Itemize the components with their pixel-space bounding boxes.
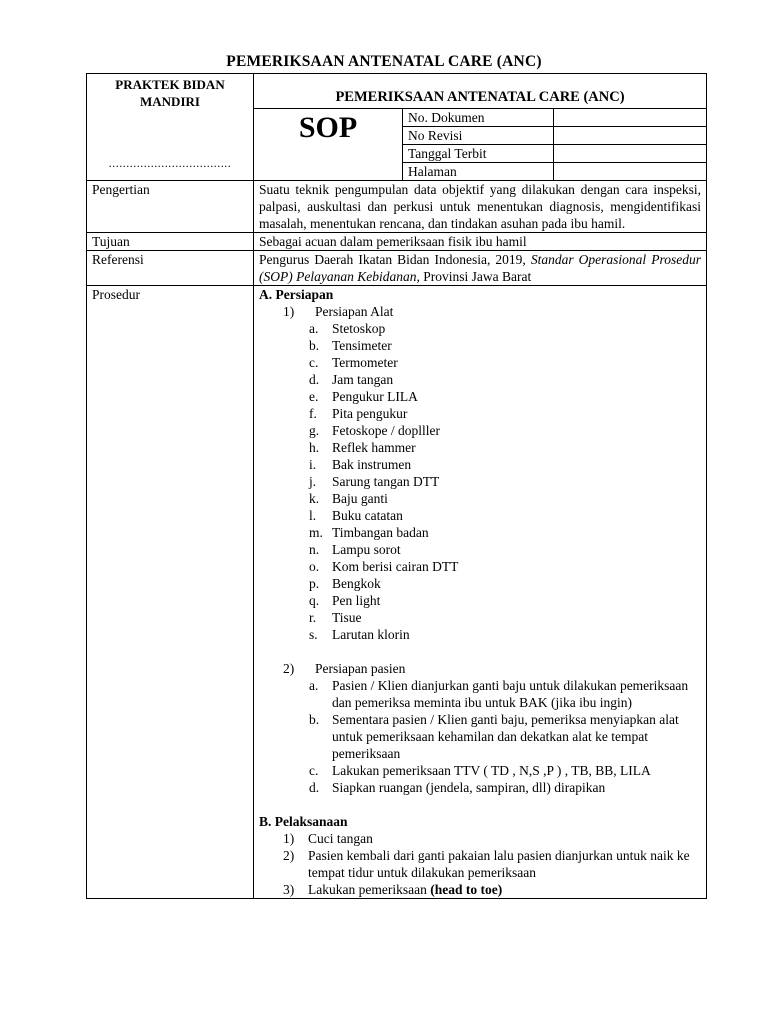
list-marker: q.	[309, 593, 320, 608]
list-text: Pen light	[332, 593, 381, 608]
list-marker: o.	[309, 559, 320, 574]
meta-halaman-value	[554, 163, 707, 181]
list-item	[259, 558, 701, 575]
praktek-label: PRAKTEK BIDAN MANDIRI	[115, 77, 225, 109]
list-text: Termometer	[332, 355, 398, 370]
list-item	[259, 575, 701, 592]
list-item	[259, 830, 701, 847]
list-text: Siapkan ruangan (jendela, sampiran, dll) dirapikan	[332, 780, 606, 795]
document-title: PEMERIKSAAN ANTENATAL CARE (ANC)	[226, 53, 542, 70]
referensi-text	[254, 251, 707, 286]
list-marker: 2)	[283, 848, 295, 863]
meta-tanggal-terbit-value	[554, 145, 707, 163]
section-persiapan: A. Persiapan	[259, 287, 334, 302]
list-item	[259, 592, 701, 609]
list-number: 2)	[283, 661, 295, 676]
list-item	[259, 371, 701, 388]
list-title: Persiapan Alat	[315, 304, 394, 319]
praktek-cell	[87, 74, 254, 181]
referensi-author: Pengurus Daerah Ikatan Bidan Indonesia, 2019,	[259, 252, 531, 267]
tujuan-text: Sebagai acuan dalam pemeriksaan fisik ibu hamil	[254, 233, 707, 251]
list-number: 3)	[283, 882, 295, 897]
list-text: Buku catatan	[332, 508, 403, 523]
persiapan-pasien-heading	[259, 660, 701, 677]
list-text: Jam tangan	[332, 372, 394, 387]
list-marker: j.	[309, 474, 317, 489]
list-text: Pengukur LILA	[332, 389, 418, 404]
list-item	[259, 626, 701, 643]
section-pelaksanaan: B. Pelaksanaan	[259, 814, 348, 829]
list-marker: m.	[309, 525, 323, 540]
list-text: Bengkok	[332, 576, 381, 591]
list-text: Reflek hammer	[332, 440, 416, 455]
referensi-place: Provinsi Jawa Barat	[419, 269, 532, 284]
pengertian-label: Pengertian	[87, 181, 254, 233]
pasien-list	[259, 677, 701, 796]
persiapan-alat-heading	[259, 303, 701, 320]
list-marker: a.	[309, 678, 319, 693]
praktek-dots: ...................................	[108, 156, 232, 170]
pengertian-text: Suatu teknik pengumpulan data objektif yang dilakukan dengan cara inspeksi, palpasi, auskultasi dan perkusi untuk menentukan diagnosis, mengidentifikasi masalah, menentukan rencana, dan tindakan asuhan pada ibu hamil.	[254, 181, 707, 233]
list-marker: c.	[309, 763, 319, 778]
list-item	[259, 439, 701, 456]
meta-no-dokumen: No. Dokumen	[403, 109, 554, 127]
list-item	[259, 405, 701, 422]
list-title: Persiapan pasien	[315, 661, 406, 676]
list-marker: s.	[309, 627, 318, 642]
meta-no-dokumen-value	[554, 109, 707, 127]
prosedur-label: Prosedur	[87, 286, 254, 899]
meta-no-revisi-value	[554, 127, 707, 145]
list-marker: r.	[309, 610, 317, 625]
list-marker: e.	[309, 389, 319, 404]
list-marker: l.	[309, 508, 317, 523]
referensi-book-title: Standar Operasional Prosedur (SOP) Pelayanan Kebidanan,	[259, 252, 701, 284]
list-number: 1)	[283, 304, 295, 319]
list-text: Timbangan badan	[332, 525, 429, 540]
meta-no-revisi: No Revisi	[403, 127, 554, 145]
list-text: Cuci tangan	[308, 831, 373, 846]
list-item	[259, 337, 701, 354]
list-text	[308, 881, 701, 898]
list-item	[259, 490, 701, 507]
list-item	[259, 541, 701, 558]
list-marker: c.	[309, 355, 319, 370]
list-text: Stetoskop	[332, 321, 386, 336]
list-item	[259, 711, 701, 762]
step3-text: Lakukan pemeriksaan	[308, 882, 431, 897]
list-text: Pasien kembali dari ganti pakaian lalu pasien dianjurkan untuk naik ke tempat tidur untuk dilakukan pemeriksaan	[308, 848, 690, 880]
list-marker: d.	[309, 780, 320, 795]
sop-table	[86, 73, 707, 899]
list-item	[259, 524, 701, 541]
list-item	[259, 422, 701, 439]
list-item	[259, 456, 701, 473]
list-text: Pasien / Klien dianjurkan ganti baju untuk dilakukan pemeriksaan dan pemeriksa meminta ibu untuk BAK (jika ibu ingin)	[332, 678, 689, 710]
list-marker: b.	[309, 712, 320, 727]
list-marker: a.	[309, 321, 319, 336]
meta-tanggal-terbit: Tanggal Terbit	[403, 145, 554, 163]
pelaksanaan-list	[259, 830, 701, 881]
alat-list	[259, 320, 701, 643]
tujuan-label: Tujuan	[87, 233, 254, 251]
list-marker: g.	[309, 423, 320, 438]
list-text: Sarung tangan DTT	[332, 474, 440, 489]
referensi-label: Referensi	[87, 251, 254, 286]
header-title: PEMERIKSAAN ANTENATAL CARE (ANC)	[254, 74, 707, 109]
list-item	[259, 320, 701, 337]
list-text: Larutan klorin	[332, 627, 410, 642]
list-marker: 1)	[283, 831, 295, 846]
list-item	[259, 677, 701, 711]
list-marker: d.	[309, 372, 320, 387]
list-item	[259, 507, 701, 524]
list-item	[259, 881, 701, 898]
meta-halaman: Halaman	[403, 163, 554, 181]
list-marker: p.	[309, 576, 320, 591]
list-item	[259, 609, 701, 626]
prosedur-content	[254, 286, 707, 899]
list-marker: h.	[309, 440, 320, 455]
list-marker: k.	[309, 491, 320, 506]
list-marker: f.	[309, 406, 317, 421]
list-text: Kom berisi cairan DTT	[332, 559, 459, 574]
sop-label: SOP	[254, 109, 403, 181]
list-item	[259, 354, 701, 371]
list-text: Lampu sorot	[332, 542, 401, 557]
list-marker: n.	[309, 542, 320, 557]
list-text: Lakukan pemeriksaan TTV ( TD , N,S ,P ) , TB, BB, LILA	[332, 763, 651, 778]
list-item	[259, 388, 701, 405]
step3-bold: (head to toe)	[430, 882, 503, 897]
list-text: Bak instrumen	[332, 457, 412, 472]
list-text: Sementara pasien / Klien ganti baju, pemeriksa menyiapkan alat untuk pemeriksaan kehamilan dan dekatkan alat ke tempat pemeriksaan	[332, 712, 679, 761]
list-text: Baju ganti	[332, 491, 388, 506]
list-item	[259, 473, 701, 490]
list-text: Pita pengukur	[332, 406, 408, 421]
list-text: Tensimeter	[332, 338, 392, 353]
list-text: Fetoskope / doplller	[332, 423, 440, 438]
list-marker: i.	[309, 457, 317, 472]
list-item	[259, 762, 701, 779]
list-marker: b.	[309, 338, 320, 353]
list-item	[259, 779, 701, 796]
list-text: Tisue	[332, 610, 362, 625]
list-item	[259, 847, 701, 881]
